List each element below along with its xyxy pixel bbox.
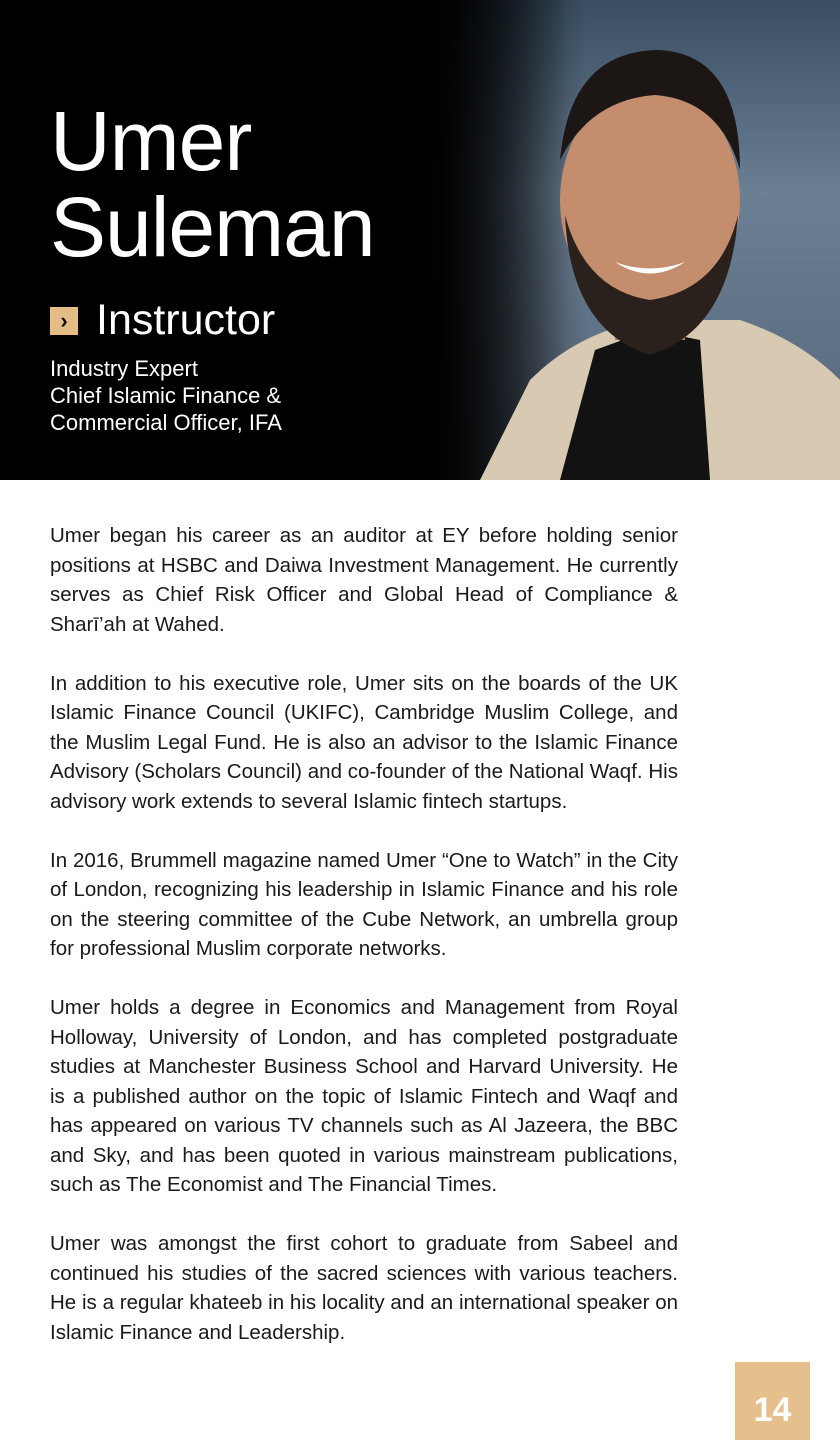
role-heading: [50, 296, 275, 345]
instructor-titles: [50, 355, 282, 436]
bio-paragraph: In addition to his executive role, Umer sits on the boards of the UK Islamic Finance Council (UKIFC), Cambridge Muslim College, and the Muslim Legal Fund. He is also an advisor to the Islamic Finance Advisory (Scholars Council) and co-founder of the National Waqf. His advisory work extends to several Islamic fintech startups.: [50, 671, 678, 813]
title-line: Industry Expert: [50, 356, 198, 381]
hero-banner: [0, 0, 840, 480]
biography: [50, 521, 678, 1377]
chevron-right-icon: ›: [50, 307, 78, 335]
instructor-name: [50, 94, 375, 274]
bio-paragraph: Umer holds a degree in Economics and Management from Royal Holloway, University of London, and has completed postgraduate studies at Manchester Business School and Harvard University. He is a published author on the topic of Islamic Fintech and Waqf and has appeared on various TV channels such as Al Jazeera, the BBC and Sky, and has been quoted in various mainstream publications, such as The Economist and The Financial Times.: [50, 996, 678, 1196]
role-label: Instructor: [96, 296, 276, 344]
name-last: Suleman: [50, 180, 375, 274]
bio-paragraph: Umer was amongst the first cohort to graduate from Sabeel and continued his studies of the sacred sciences with various teachers. He is a regular khateeb in his locality and an international speaker on Islamic Finance and Leadership.: [50, 1232, 678, 1344]
page-number: 14: [735, 1362, 810, 1440]
title-line: Commercial Officer, IFA: [50, 410, 282, 435]
title-line: Chief Islamic Finance &: [50, 383, 282, 408]
bio-paragraph: Umer began his career as an auditor at EY before holding senior positions at HSBC and Daiwa Investment Management. He currently serves as Chief Risk Officer and Global Head of Compliance & Sharī’ah at Wahed.: [50, 524, 678, 636]
bio-paragraph: In 2016, Brummell magazine named Umer “One to Watch” in the City of London, recognizing his leadership in Islamic Finance and his role on the steering committee of the Cube Network, an umbrella group for professional Muslim corporate networks.: [50, 848, 678, 960]
name-first: Umer: [50, 94, 252, 188]
portrait-photo: [420, 0, 840, 480]
